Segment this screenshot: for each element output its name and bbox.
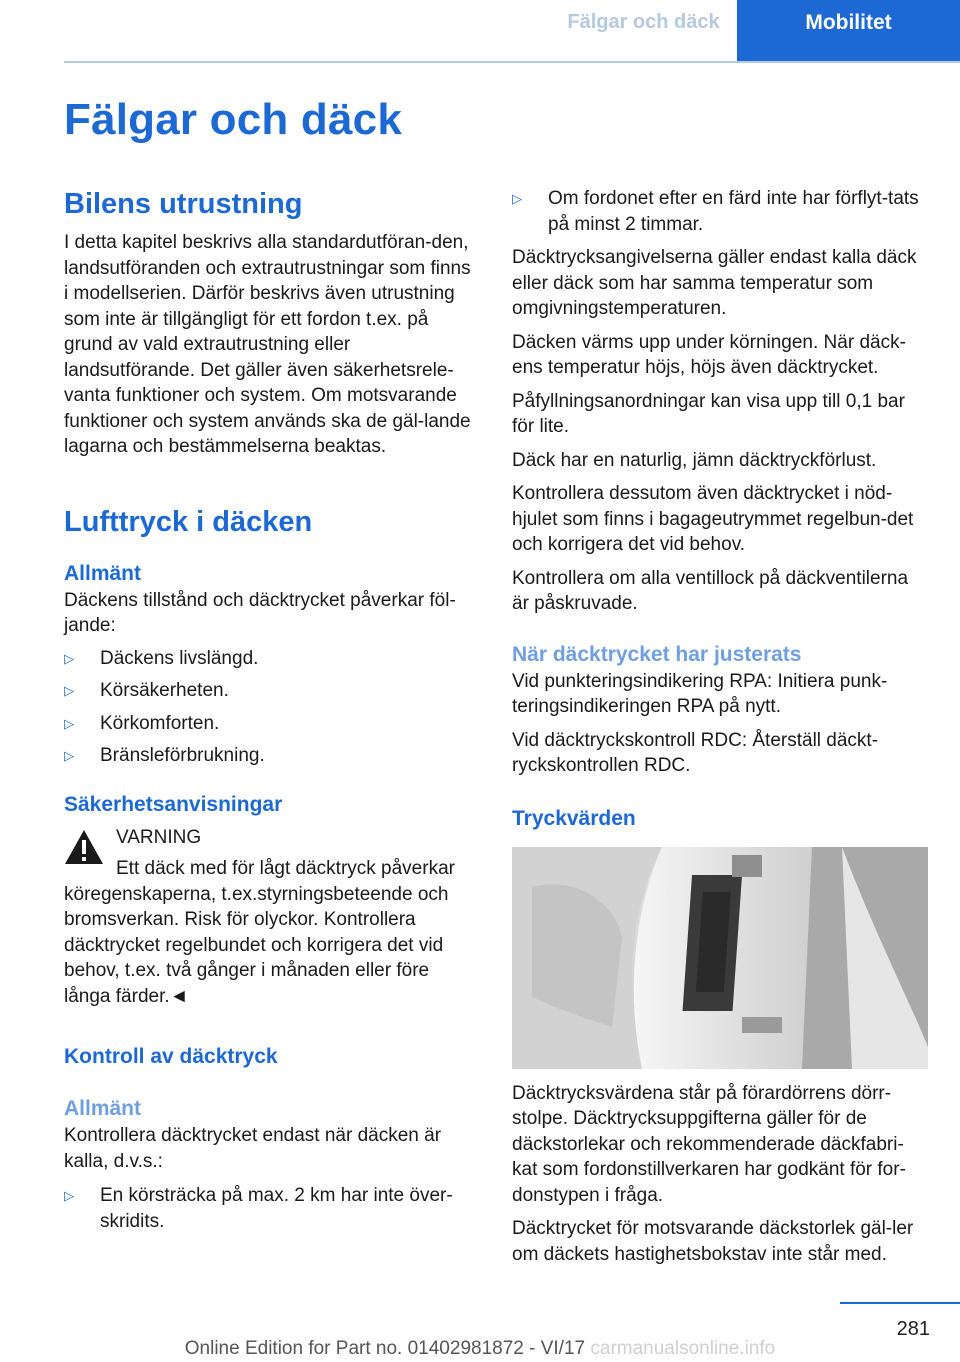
tab-chapter[interactable]: Mobilitet: [737, 0, 960, 62]
right-column: [512, 186, 928, 1267]
page-title: Fälgar och däck: [64, 95, 403, 144]
paragraph: Däcktrycksvärdena står på förardörrens dörr-stolpe. Däcktrycksuppgifterna gäller för de däckstorlekar och rekommenderade däckfabri-kat som fordonstillverkaren har godkänt för for-donstypen i fråga.: [512, 1082, 906, 1206]
general-list: [64, 646, 480, 769]
footer-watermark: carmanualsonline.info: [590, 1338, 776, 1359]
header-rule: [64, 61, 960, 63]
general-heading: Allmänt: [64, 561, 142, 585]
footer: [0, 1338, 960, 1360]
list-item: ▷ Däckens livslängd.: [64, 646, 480, 672]
safety-heading: Säkerhetsanvisningar: [64, 792, 283, 816]
paragraph: Däcktrycksangivelserna gäller endast kalla däck eller däck som har samma temperatur som omgivningstemperaturen.: [512, 247, 917, 319]
pressure-heading: Lufttryck i däcken: [64, 505, 313, 538]
tab-section[interactable]: Fälgar och däck: [550, 0, 737, 62]
paragraph: Påfyllningsanordningar kan visa upp till 0,1 bar för lite.: [512, 390, 905, 437]
general-text: Däckens tillstånd och däcktrycket påverkar föl-jande:: [64, 589, 456, 636]
check-heading: Kontroll av däcktryck: [64, 1045, 278, 1068]
page-number-rule: [840, 1302, 960, 1304]
values-heading: Tryckvärden: [512, 806, 636, 830]
equipment-text: I detta kapitel beskrivs alla standardutföran-den, landsutföranden och extrautrustningar som finns i modellserien. Därför beskrivs även utrustning som inte är tillgängligt för ett fordon t.ex. på grund av vald extrautrustning eller landsutförande. Det gäller även säkerhetsrele-vanta funktioner och system. Om motsvarande funktioner och system används ska de gäl-lande lagarna och bestämmelserna beaktas.: [64, 232, 471, 457]
bullet-triangle-icon: ▷: [512, 191, 522, 206]
check-list: [64, 1183, 480, 1234]
bullet-triangle-icon: ▷: [64, 715, 74, 731]
adjusted-heading: När däcktrycket har justerats: [512, 642, 802, 666]
footer-edition-text: Online Edition for Part no. 01402981872 - VI/17: [184, 1338, 586, 1359]
paragraph: Däcktrycket för motsvarande däckstorlek gäl-ler om däckets hastighetsbokstav inte står med.: [512, 1218, 914, 1265]
bullet-triangle-icon: ▷: [64, 650, 74, 666]
warning-triangle-icon: [64, 829, 104, 865]
bullet-triangle-icon: ▷: [64, 683, 74, 698]
paragraph: Vid punkteringsindikering RPA: Initiera punk-teringsindikeringen RPA på nytt.: [512, 670, 888, 717]
paragraph: Däcken värms upp under körningen. När däck-ens temperatur höjs, höjs även däcktrycket.: [512, 331, 906, 378]
paragraph: Kontrollera om alla ventillock på däckventilerna är påskruvade.: [512, 567, 909, 614]
list-item: ▷ En körsträcka på max. 2 km har inte över-skridits.: [64, 1185, 453, 1232]
paragraph: Däck har en naturlig, jämn däcktryckförlust.: [512, 449, 877, 471]
warning-block: [64, 825, 480, 1010]
list-item: ▷ Om fordonet efter en färd inte har förflyt-tats på minst 2 timmar.: [512, 188, 919, 235]
equipment-heading: Bilens utrustning: [64, 188, 303, 220]
door-pillar-photo: [512, 847, 928, 1069]
check-general-heading: Allmänt: [64, 1097, 142, 1120]
list-item: ▷ Körsäkerheten.: [64, 678, 480, 704]
check-text: Kontrollera däcktrycket endast när däcken är kalla, d.v.s.:: [64, 1125, 442, 1172]
warning-label: VARNING: [116, 826, 202, 848]
warning-text: Ett däck med för lågt däcktryck påverkar köregenskaperna, t.ex.styrningsbeteende och bromsverkan. Risk för olyckor. Kontrollera däcktrycket regelbundet och korrigera det vid behov, t.ex. två gånger i månaden eller före långa färder.◄: [64, 858, 455, 1007]
continued-list: [512, 186, 928, 237]
paragraph: Kontrollera dessutom även däcktrycket i nöd-hjulet som finns i bagageutrymmet regelbun-det och korrigera det vid behov.: [512, 483, 914, 555]
bullet-triangle-icon: ▷: [64, 748, 74, 763]
left-column: [64, 186, 480, 1234]
list-item: ▷ Körkomforten.: [64, 711, 480, 737]
paragraph: Vid däcktryckskontroll RDC: Återställ däckt-ryckskontrollen RDC.: [512, 729, 879, 776]
bullet-triangle-icon: ▷: [64, 1188, 74, 1203]
page-number: 281: [896, 1318, 930, 1340]
list-item: ▷ Bränsleförbrukning.: [64, 743, 480, 769]
